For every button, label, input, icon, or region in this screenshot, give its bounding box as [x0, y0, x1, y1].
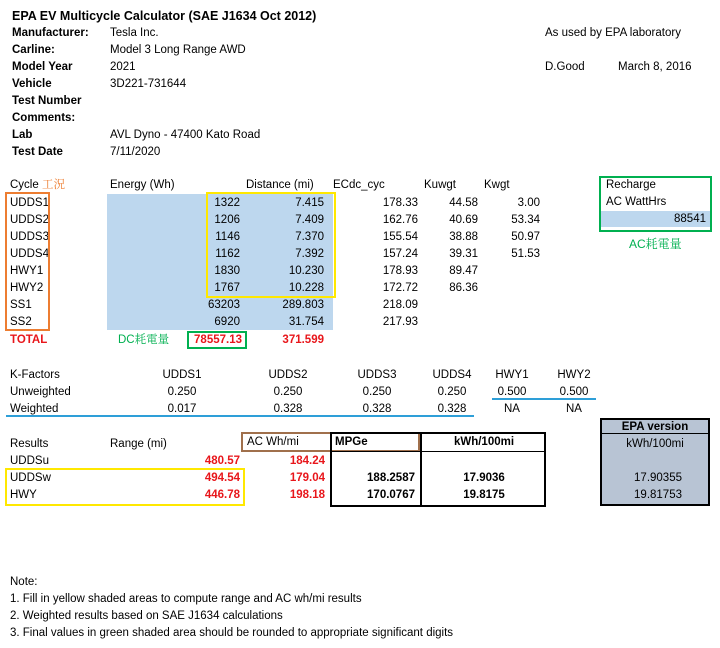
weighted-value: 0.328: [273, 403, 303, 415]
result-acwh: 179.04: [289, 472, 325, 484]
doc-date: March 8, 2016: [618, 61, 692, 73]
test-date-value: 7/11/2020: [110, 146, 161, 158]
vehicle-label: Vehicle: [12, 78, 52, 90]
col-range: Range (mi): [110, 438, 167, 450]
unweighted-label: Unweighted: [10, 386, 71, 398]
cycle-energy: 1146: [215, 231, 240, 243]
cycle-kwgt: 51.53: [511, 248, 540, 260]
dc-total-box: [187, 331, 247, 349]
col-kwh: kWh/100mi: [453, 436, 515, 448]
cycle-distance: 10.230: [288, 265, 324, 277]
recharge-sub-label: AC WattHrs: [606, 196, 667, 208]
cycle-name: SS1: [10, 299, 32, 311]
epa-kwh-label: kWh/100mi: [626, 438, 684, 450]
author: D.Good: [545, 61, 585, 73]
cycle-energy: 63203: [208, 299, 240, 311]
cycle-kuwgt: 38.88: [449, 231, 478, 243]
col-ecdc: ECdc_cyc: [333, 179, 385, 191]
result-name: UDDSw: [10, 472, 51, 484]
page-title: EPA EV Multicycle Calculator (SAE J1634 Oct 2012): [12, 9, 317, 23]
unweighted-value: 0.500: [559, 386, 589, 398]
cycle-energy: 1767: [214, 282, 240, 294]
cycle-distance: 7.392: [295, 248, 324, 260]
dc-energy-label: DC耗電量: [118, 334, 170, 346]
unweighted-value: 0.250: [362, 386, 392, 398]
cycle-energy: 1830: [214, 265, 240, 277]
cycle-distance: 10.228: [288, 282, 324, 294]
cycle-distance: 7.370: [295, 231, 324, 243]
epa-header-divider: [600, 433, 710, 434]
weighted-label: Weighted: [10, 403, 59, 415]
cycle-energy: 1322: [214, 197, 240, 209]
cycle-kuwgt: 40.69: [449, 214, 478, 226]
lab-label: Lab: [12, 129, 33, 141]
col-kwgt: Kwgt: [484, 179, 510, 191]
result-mpge: 188.2587: [367, 472, 415, 484]
cycle-kuwgt: 89.47: [449, 265, 478, 277]
col-energy: Energy (Wh): [110, 179, 175, 191]
cycle-energy: 6920: [214, 316, 240, 328]
cycle-name: SS2: [10, 316, 32, 328]
weighted-value: 0.328: [437, 403, 467, 415]
ac-energy-label: AC耗電量: [629, 237, 682, 251]
kfactor-col: UDDS2: [268, 369, 308, 381]
manufacturer-label: Manufacturer:: [12, 27, 89, 39]
unweighted-value: 0.500: [497, 386, 527, 398]
udds-hwy-input-box: [206, 192, 336, 298]
recharge-label: Recharge: [606, 179, 656, 191]
col-cycle-label: Cycle: [10, 179, 39, 191]
cycle-ecdc: 155.54: [382, 231, 418, 243]
result-acwh: 184.24: [289, 455, 325, 467]
col-cycle-cn: 工況: [41, 179, 65, 191]
kfactor-col: UDDS3: [357, 369, 397, 381]
results-header-divider: [330, 451, 546, 452]
cycle-kwgt: 50.97: [511, 231, 540, 243]
cycle-distance: 31.754: [288, 316, 324, 328]
kfactor-col: HWY1: [495, 369, 529, 381]
result-epa: 17.90355: [634, 472, 682, 484]
lab-value: AVL Dyno - 47400 Kato Road: [110, 129, 261, 141]
model-year-label: Model Year: [12, 61, 73, 73]
cycle-name: UDDS4: [10, 248, 49, 260]
kfactor-col: HWY2: [557, 369, 591, 381]
result-epa: 19.81753: [634, 489, 682, 501]
uddsw-hwy-box: [5, 468, 245, 506]
cycle-ecdc: 178.33: [382, 197, 418, 209]
cycle-names-box: [5, 192, 50, 331]
used-by-note: As used by EPA laboratory: [545, 27, 681, 39]
hwy-underline: [492, 398, 596, 400]
result-kwh: 17.9036: [463, 472, 505, 484]
cycle-ecdc: 218.09: [382, 299, 418, 311]
kfactor-col: UDDS1: [162, 369, 202, 381]
kfactors-label: K-Factors: [10, 369, 60, 381]
cycle-name: HWY1: [10, 265, 44, 277]
result-mpge: 170.0767: [367, 489, 415, 501]
comments-label: Comments:: [12, 112, 76, 124]
weighted-underline: [6, 415, 474, 417]
cycle-name: UDDS1: [10, 197, 49, 209]
result-kwh: 19.8175: [463, 489, 505, 501]
test-date-label: Test Date: [12, 146, 63, 158]
weighted-value: 0.328: [362, 403, 392, 415]
result-range: 480.57: [204, 455, 240, 467]
model-year-value: 2021: [110, 61, 136, 73]
result-name: UDDSu: [10, 455, 49, 467]
vehicle-value: 3D221-731644: [110, 78, 187, 90]
result-range: 446.78: [204, 489, 240, 501]
cycle-energy: 1162: [215, 248, 240, 260]
cycle-ecdc: 157.24: [382, 248, 418, 260]
cycle-ecdc: 162.76: [382, 214, 418, 226]
note-item: 3. Final values in green shaded area should be rounded to appropriate significant digits: [10, 627, 454, 639]
cycle-energy: 1206: [214, 214, 240, 226]
total-energy: 78557.13: [194, 334, 242, 346]
cycle-ecdc: 178.93: [382, 265, 418, 277]
cycle-kuwgt: 44.58: [449, 197, 478, 209]
test-number-label: Test Number: [12, 95, 82, 107]
cycle-kwgt: 53.34: [511, 214, 540, 226]
total-label: TOTAL: [10, 334, 48, 346]
manufacturer-value: Tesla Inc.: [110, 27, 159, 39]
weighted-value: 0.017: [167, 403, 197, 415]
col-mpge: MPGe: [335, 436, 368, 448]
cycle-kwgt: 3.00: [517, 197, 540, 209]
weighted-value: NA: [504, 403, 520, 415]
result-acwh: 198.18: [289, 489, 325, 501]
cycle-name: UDDS2: [10, 214, 49, 226]
note-title: Note:: [10, 576, 38, 588]
col-acwh: AC Wh/mi: [247, 436, 299, 448]
cycle-distance: 7.415: [295, 197, 324, 209]
total-distance: 371.599: [282, 334, 324, 346]
weighted-value: NA: [566, 403, 582, 415]
unweighted-value: 0.250: [167, 386, 197, 398]
unweighted-value: 0.250: [437, 386, 467, 398]
cycle-name: HWY2: [10, 282, 44, 294]
note-item: 2. Weighted results based on SAE J1634 calculations: [10, 610, 283, 622]
recharge-value: 88541: [674, 213, 706, 225]
cycle-distance: 7.409: [295, 214, 324, 226]
kfactor-col: UDDS4: [432, 369, 472, 381]
col-cycle: [10, 178, 65, 192]
results-label: Results: [10, 438, 49, 450]
col-distance: Distance (mi): [246, 179, 314, 191]
carline-label: Carline:: [12, 44, 55, 56]
result-name: HWY: [10, 489, 37, 501]
cycle-ecdc: 217.93: [382, 316, 418, 328]
cycle-kuwgt: 39.31: [449, 248, 478, 260]
cycle-ecdc: 172.72: [382, 282, 418, 294]
unweighted-value: 0.250: [273, 386, 303, 398]
col-kuwgt: Kuwgt: [424, 179, 456, 191]
cycle-distance: 289.803: [282, 299, 324, 311]
result-range: 494.54: [204, 472, 240, 484]
note-item: 1. Fill in yellow shaded areas to compute range and AC wh/mi results: [10, 593, 362, 605]
epa-version-label: EPA version: [621, 421, 689, 433]
carline-value: Model 3 Long Range AWD: [110, 44, 246, 56]
cycle-kuwgt: 86.36: [449, 282, 478, 294]
cycle-name: UDDS3: [10, 231, 49, 243]
